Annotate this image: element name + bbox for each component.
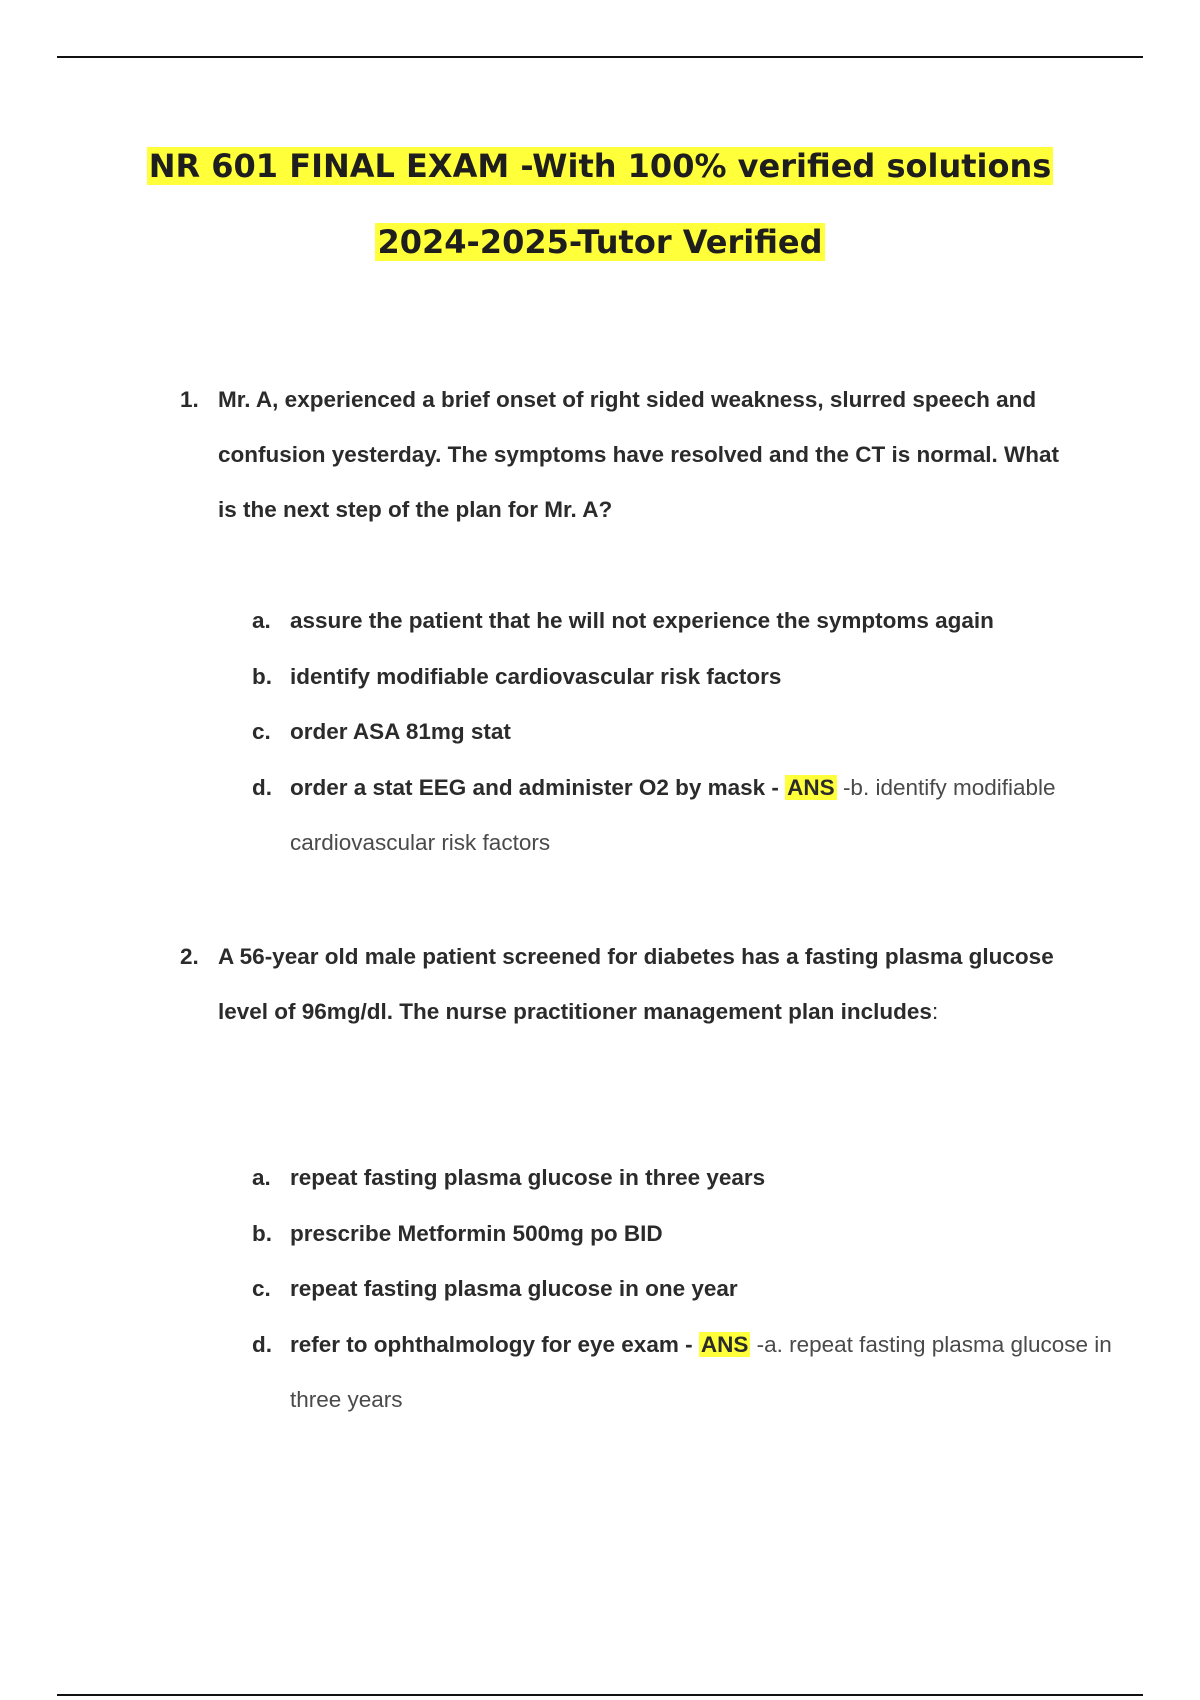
title-line-1: NR 601 FINAL EXAM -With 100% verified solutions [148,147,1052,185]
question-text: Mr. A, experienced a brief onset of right sided weakness, slurred speech and confusion yesterday. The symptoms have resolved and the CT is normal. What is the next step of the plan for Mr. A? [218,387,1060,522]
answer-label: ANS [700,1331,749,1357]
option-d: d. order a stat EEG and administer O2 by mask - ANS -b. identify modifiable cardiovascular risk factors [252,774,1056,855]
title-line-2: 2024-2025-Tutor Verified [377,223,823,261]
document-title [0,138,1200,290]
question-text: A 56-year old male patient screened for diabetes has a fasting plasma glucose level of 96mg/dl. The nurse practitioner management plan includes: [218,944,1054,1024]
option-c: c. repeat fasting plasma glucose in one year [252,1276,738,1301]
option-a: a. assure the patient that he will not experience the symptoms again [252,608,994,633]
answer-options-2 [252,1150,1112,1428]
option-a: a. repeat fasting plasma glucose in three years [252,1165,766,1190]
question-number: 2. [180,944,199,969]
answer-text: -b. identify modifiable cardiovascular risk factors [290,774,1056,855]
question-1 [180,372,1080,537]
question-number: 1. [180,387,199,412]
answer-text: -a. repeat fasting plasma glucose in three years [290,1331,1112,1412]
option-d: d. refer to ophthalmology for eye exam - ANS -a. repeat fasting plasma glucose in three years [252,1331,1112,1412]
option-b: b. identify modifiable cardiovascular risk factors [252,663,782,689]
answer-label: ANS [787,774,835,800]
header-rule [57,56,1143,58]
footer-rule [57,1694,1143,1696]
answer-options-1 [252,593,1112,871]
option-b: b. prescribe Metformin 500mg po BID [252,1220,663,1246]
option-c: c. order ASA 81mg stat [252,719,511,744]
question-2 [180,929,1080,1039]
